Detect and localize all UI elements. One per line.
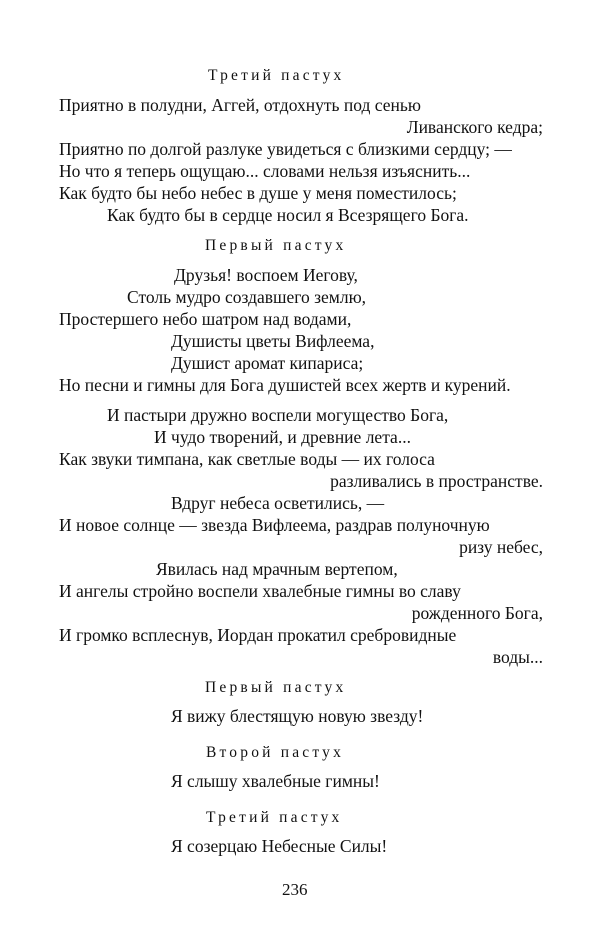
- verse-line: разливались в пространстве.: [330, 471, 543, 491]
- verse-line: воды...: [492, 647, 543, 667]
- verse-line: И ангелы стройно воспели хвалебные гимны во славу: [59, 581, 461, 601]
- verse-line: Я созерцаю Небесные Силы!: [171, 836, 388, 856]
- speaker-heading: Третий пастух: [206, 809, 343, 826]
- verse-line: Душисты цветы Вифлеема,: [171, 331, 375, 351]
- verse-line: И новое солнце — звезда Вифлеема, раздрав полуночную: [59, 515, 490, 535]
- verse-line: И пастыри дружно воспели могущество Бога,: [107, 405, 449, 425]
- verse-line: Но что я теперь ощущаю... словами нельзя изъяснить...: [59, 161, 471, 181]
- verse-line: Простершего небо шатром над водами,: [59, 309, 352, 329]
- verse-line: Приятно в полудни, Аггей, отдохнуть под сенью: [59, 95, 421, 115]
- verse-line: Как будто бы в сердце носил я Всезрящего Бога.: [107, 205, 469, 225]
- verse-line: И чудо творений, и древние лета...: [154, 427, 411, 447]
- verse-line: рожденного Бога,: [411, 603, 543, 623]
- verse-line: И громко всплеснув, Иордан прокатил сребровидные: [59, 625, 457, 645]
- verse-line: Как будто бы небо небес в душе у меня поместилось;: [59, 183, 457, 203]
- speaker-heading: Третий пастух: [208, 67, 345, 84]
- verse-line: Друзья! воспоем Иегову,: [174, 265, 358, 285]
- verse-line: Приятно по долгой разлуке увидеться с близкими сердцу; —: [59, 139, 512, 159]
- speaker-heading: Второй пастух: [206, 744, 345, 761]
- verse-line: Душист аромат кипариса;: [171, 353, 364, 373]
- verse-line: Явилась над мрачным вертепом,: [156, 559, 398, 579]
- verse-line: ризу небес,: [459, 537, 543, 557]
- verse-line: Как звуки тимпана, как светлые воды — их голоса: [59, 449, 435, 469]
- verse-line: Я слышу хвалебные гимны!: [171, 771, 380, 791]
- verse-line: Столь мудро создавшего землю,: [127, 287, 367, 307]
- verse-line: Вдруг небеса осветились, —: [171, 493, 385, 513]
- verse-line: Ливанского кедра;: [406, 117, 543, 137]
- verse-line: Я вижу блестящую новую звезду!: [171, 706, 424, 726]
- page-number: 236: [282, 880, 308, 899]
- speaker-heading: Первый пастух: [205, 679, 347, 696]
- speaker-heading: Первый пастух: [205, 237, 347, 254]
- verse-line: Но песни и гимны для Бога душистей всех жертв и курений.: [59, 375, 511, 395]
